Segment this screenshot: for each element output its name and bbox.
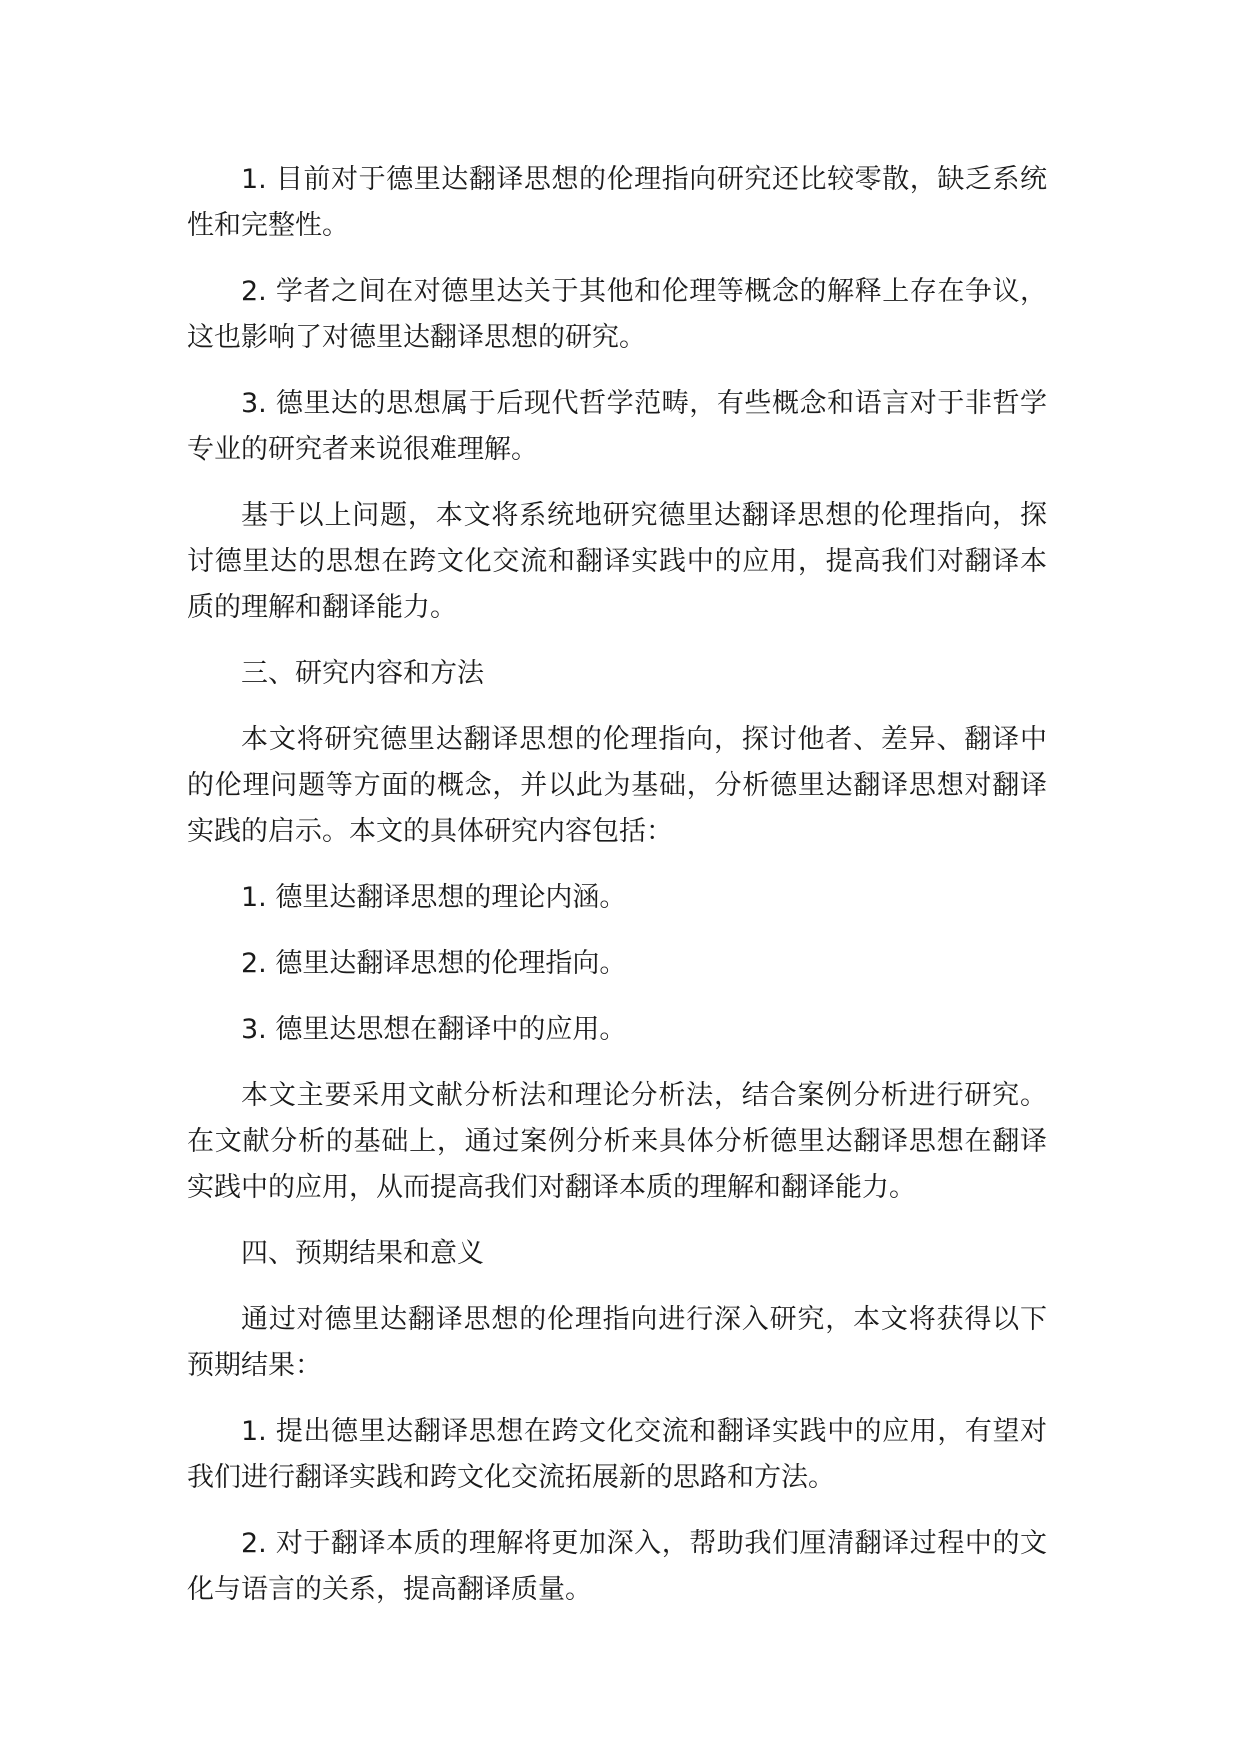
list-item-problem-2: 2. 学者之间在对德里达关于其他和伦理等概念的解释上存在争议，这也影响了对德里达翻译思想的研究。: [187, 276, 1047, 353]
document-body: [187, 157, 1047, 1633]
list-item-content-2: 2. 德里达翻译思想的伦理指向。: [241, 948, 627, 979]
expected-results-paragraph: 通过对德里达翻译思想的伦理指向进行深入研究，本文将获得以下预期结果：: [187, 1304, 1047, 1381]
section-heading-3: 三、研究内容和方法: [241, 658, 484, 689]
list-item-content-3: 3. 德里达思想在翻译中的应用。: [241, 1014, 627, 1045]
list-item-content-1: 1. 德里达翻译思想的理论内涵。: [241, 882, 627, 913]
method-paragraph: 本文主要采用文献分析法和理论分析法，结合案例分析进行研究。在文献分析的基础上，通过案例分析来具体分析德里达翻译思想在翻译实践中的应用，从而提高我们对翻译本质的理解和翻译能力。: [187, 1080, 1047, 1203]
list-item-result-1: 1. 提出德里达翻译思想在跨文化交流和翻译实践中的应用，有望对我们进行翻译实践和跨文化交流拓展新的思路和方法。: [187, 1416, 1047, 1493]
list-item-problem-1: 1. 目前对于德里达翻译思想的伦理指向研究还比较零散，缺乏系统性和完整性。: [187, 164, 1047, 241]
section-heading-4: 四、预期结果和意义: [241, 1238, 484, 1269]
summary-paragraph: 基于以上问题，本文将系统地研究德里达翻译思想的伦理指向，探讨德里达的思想在跨文化交流和翻译实践中的应用，提高我们对翻译本质的理解和翻译能力。: [187, 500, 1047, 623]
research-content-paragraph: 本文将研究德里达翻译思想的伦理指向，探讨他者、差异、翻译中的伦理问题等方面的概念，并以此为基础，分析德里达翻译思想对翻译实践的启示。本文的具体研究内容包括：: [187, 724, 1047, 847]
list-item-result-2: 2. 对于翻译本质的理解将更加深入，帮助我们厘清翻译过程中的文化与语言的关系，提高翻译质量。: [187, 1528, 1047, 1605]
list-item-problem-3: 3. 德里达的思想属于后现代哲学范畴，有些概念和语言对于非哲学专业的研究者来说很难理解。: [187, 388, 1047, 465]
